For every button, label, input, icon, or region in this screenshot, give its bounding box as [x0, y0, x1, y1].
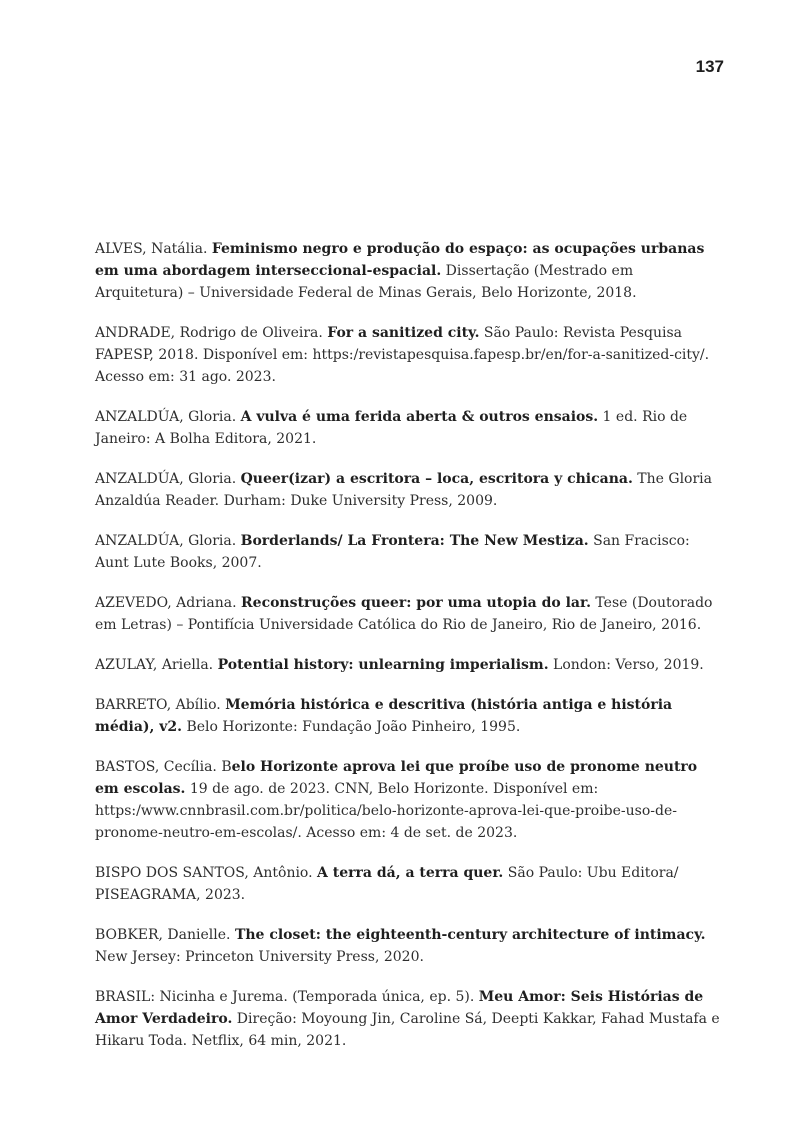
reference-entry: [95, 694, 725, 738]
reference-entry: [95, 322, 725, 388]
reference-entry: [95, 862, 725, 906]
reference-details: London: Verso, 2019.: [548, 657, 704, 673]
reference-details: The Gloria Anzaldúa Reader. Durham: Duke University Press, 2009.: [95, 471, 713, 509]
reference-list: [95, 238, 725, 1070]
reference-author: BASTOS, Cecília. B: [95, 759, 232, 775]
reference-title: Potential history: unlearning imperialism.: [217, 657, 549, 673]
reference-author: BRASIL: Nicinha e Jurema. (Temporada única, ep. 5).: [95, 989, 479, 1005]
reference-entry: [95, 986, 725, 1052]
reference-author: ANDRADE, Rodrigo de Oliveira.: [95, 325, 328, 341]
reference-entry: [95, 238, 725, 304]
reference-title: A vulva é uma ferida aberta & outros ensaios.: [240, 409, 599, 425]
reference-author: BISPO DOS SANTOS, Antônio.: [95, 865, 318, 881]
reference-author: ANZALDÚA, Gloria.: [95, 471, 241, 487]
reference-details: New Jersey: Princeton University Press, 2020.: [95, 949, 424, 965]
reference-title: Meu Amor: Seis Histórias de Amor Verdadeiro.: [95, 989, 704, 1027]
reference-title: The closet: the eighteenth-century architecture of intimacy.: [234, 927, 706, 943]
reference-entry: [95, 654, 725, 676]
reference-author: AZEVEDO, Adriana.: [95, 595, 242, 611]
reference-title: A terra dá, a terra quer.: [317, 865, 504, 881]
reference-details: Direção: Moyoung Jin, Caroline Sá, Deepti Kakkar, Fahad Mustafa e Hikaru Toda. Netflix, 64 min, 2021.: [95, 1011, 720, 1049]
reference-title: Reconstruções queer: por uma utopia do lar.: [241, 595, 591, 611]
reference-details: 19 de ago. de 2023. CNN, Belo Horizonte. Disponível em: https:/www.cnnbrasil.com.br/politica/belo-horizonte-aprova-lei-que-proibe-uso-de-pronome-neutro-em-escolas/. Acesso em: 4 de set. de 2023.: [95, 781, 677, 841]
reference-title: Feminismo negro e produção do espaço: as ocupações urbanas em uma abordagem interseccional-espacial.: [95, 241, 705, 279]
page-number: 137: [695, 57, 724, 76]
reference-title: Queer(izar) a escritora – loca, escritora y chicana.: [240, 471, 633, 487]
reference-details: São Paulo: Ubu Editora/ PISEAGRAMA, 2023.: [95, 865, 679, 903]
reference-entry: [95, 924, 725, 968]
reference-title: Memória histórica e descritiva (história antiga e história média), v2.: [95, 697, 673, 735]
reference-author: ANZALDÚA, Gloria.: [95, 409, 241, 425]
reference-entry: [95, 756, 725, 844]
reference-author: ALVES, Natália.: [95, 241, 212, 257]
reference-author: BOBKER, Danielle.: [95, 927, 235, 943]
reference-title: elo Horizonte aprova lei que proíbe uso de pronome neutro em escolas.: [95, 759, 698, 797]
reference-author: BARRETO, Abílio.: [95, 697, 226, 713]
reference-entry: [95, 530, 725, 574]
reference-title: For a sanitized city.: [327, 325, 480, 341]
reference-author: ANZALDÚA, Gloria.: [95, 533, 241, 549]
reference-details: San Fracisco: Aunt Lute Books, 2007.: [95, 533, 690, 571]
reference-entry: [95, 406, 725, 450]
reference-details: Dissertação (Mestrado em Arquitetura) – Universidade Federal de Minas Gerais, Belo Horizonte, 2018.: [95, 263, 637, 301]
reference-entry: [95, 468, 725, 512]
reference-details: Tese (Doutorado em Letras) – Pontifícia Universidade Católica do Rio de Janeiro, Rio de Janeiro, 2016.: [95, 595, 713, 633]
reference-entry: [95, 592, 725, 636]
reference-details: São Paulo: Revista Pesquisa FAPESP, 2018. Disponível em: https:/revistapesquisa.fapesp.br/en/for-a-sanitized-city/. Acesso em: 31 ago. 2023.: [95, 325, 710, 385]
reference-details: Belo Horizonte: Fundação João Pinheiro, 1995.: [182, 719, 521, 735]
reference-author: AZULAY, Ariella.: [95, 657, 218, 673]
reference-title: Borderlands/ La Frontera: The New Mestiza.: [240, 533, 589, 549]
reference-details: 1 ed. Rio de Janeiro: A Bolha Editora, 2021.: [95, 409, 688, 447]
